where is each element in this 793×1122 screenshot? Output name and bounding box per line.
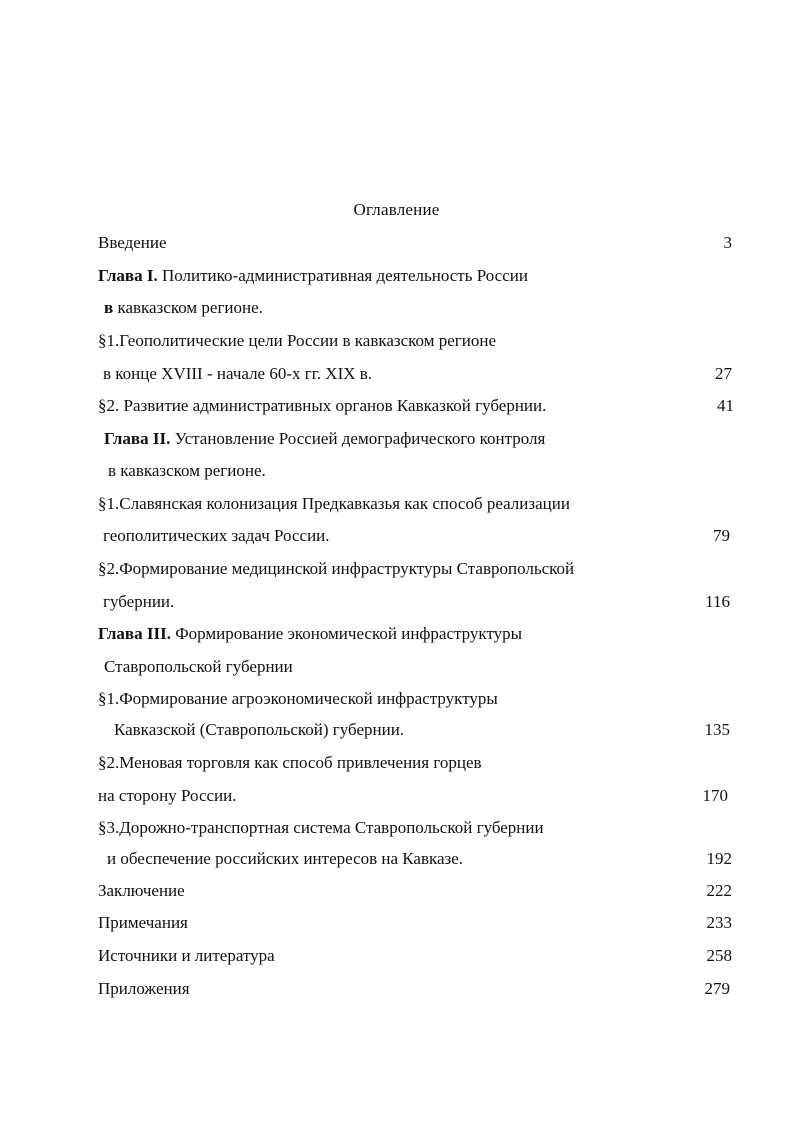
bold-word: в: [104, 298, 114, 317]
chapter-label: Глава I.: [98, 266, 158, 285]
toc-entry-text: кавказском регионе.: [113, 298, 263, 317]
toc-entry-text: §1.Формирование агроэкономической инфраструктуры: [98, 689, 498, 708]
toc-section-1-1: [98, 331, 496, 351]
chapter-label: Глава II.: [104, 429, 171, 448]
toc-page-number: 170: [702, 786, 728, 805]
toc-section-2-1-cont: [103, 526, 330, 546]
toc-chapter-3-heading-cont: [104, 657, 293, 677]
toc-entry-text: Формирование экономической инфраструктуры: [170, 624, 523, 643]
toc-entry-text: губернии.: [103, 592, 175, 611]
toc-entry-notes: [98, 913, 188, 933]
toc-page-number: 116: [705, 592, 730, 611]
toc-page-number: 233: [706, 913, 732, 932]
toc-section-2-1: [98, 494, 570, 514]
toc-entry-text: в кавказском регионе.: [108, 461, 266, 480]
toc-section-3-2-cont: [98, 786, 236, 806]
toc-entry-text: и обеспечение российских интересов на Кавказе.: [107, 849, 464, 868]
toc-entry-text: геополитических задач России.: [103, 526, 330, 545]
toc-chapter-2-heading-cont: [108, 461, 266, 481]
toc-section-3-2: [98, 753, 482, 773]
toc-entry-text: на сторону России.: [98, 786, 237, 805]
toc-page-number: 3: [723, 233, 732, 252]
toc-entry-text: §2.Формирование медицинской инфраструктуры Ставропольской: [98, 559, 575, 578]
toc-chapter-3-heading: [98, 624, 522, 644]
toc-chapter-1-heading-cont: [104, 298, 263, 318]
toc-section-1-1-cont: [103, 364, 372, 384]
toc-chapter-1-heading: [98, 266, 528, 286]
toc-entry-text: Приложения: [98, 979, 190, 998]
toc-entry-text: §1.Славянская колонизация Предкавказья как способ реализации: [98, 494, 570, 513]
toc-section-3-1-cont: [114, 720, 404, 740]
toc-section-2-2: [98, 559, 574, 579]
toc-entry-text: Источники и литература: [98, 946, 275, 965]
toc-entry-appendices: [98, 979, 190, 999]
toc-entry-conclusion: [98, 881, 185, 901]
toc-entry-text: Политико-административная деятельность России: [157, 266, 528, 285]
toc-page-number: 222: [706, 881, 732, 900]
chapter-label: Глава III.: [98, 624, 171, 643]
toc-entry-text: §2. Развитие административных органов Кавказкой губернии.: [98, 396, 547, 415]
toc-page-number: 79: [713, 526, 730, 545]
toc-page-number: 192: [706, 849, 732, 868]
toc-section-3-1: [98, 689, 498, 709]
toc-page-number: 27: [715, 364, 732, 383]
toc-entry-text: Заключение: [98, 881, 185, 900]
toc-section-2-2-cont: [103, 592, 174, 612]
toc-entry-sources: [98, 946, 275, 966]
toc-entry-text: §1.Геополитические цели России в кавказском регионе: [98, 331, 496, 350]
toc-entry-text: Ставропольской губернии: [104, 657, 293, 676]
toc-entry-text: §3.Дорожно-транспортная система Ставропольской губернии: [98, 818, 544, 837]
toc-entry-text: Примечания: [98, 913, 188, 932]
toc-entry-text: §2.Меновая торговля как способ привлечения горцев: [98, 753, 482, 772]
toc-entry-text: Введение: [98, 233, 167, 252]
toc-page-number: 279: [704, 979, 730, 998]
toc-page-number: 258: [706, 946, 732, 965]
toc-entry-introduction: [98, 233, 167, 253]
toc-section-3-3: [98, 818, 544, 838]
toc-page-number: 41: [717, 396, 734, 415]
toc-entry-text: в конце XVIII - начале 60-х гг. XIX в.: [103, 364, 373, 383]
toc-entry-text: Установление Россией демографического контроля: [170, 429, 546, 448]
toc-section-1-2: [98, 396, 546, 416]
toc-chapter-2-heading: [104, 429, 545, 449]
toc-page-number: 135: [704, 720, 730, 739]
toc-section-3-3-cont: [107, 849, 463, 869]
page-title: Оглавление: [353, 200, 440, 219]
toc-entry-text: Кавказской (Ставропольской) губернии.: [114, 720, 405, 739]
